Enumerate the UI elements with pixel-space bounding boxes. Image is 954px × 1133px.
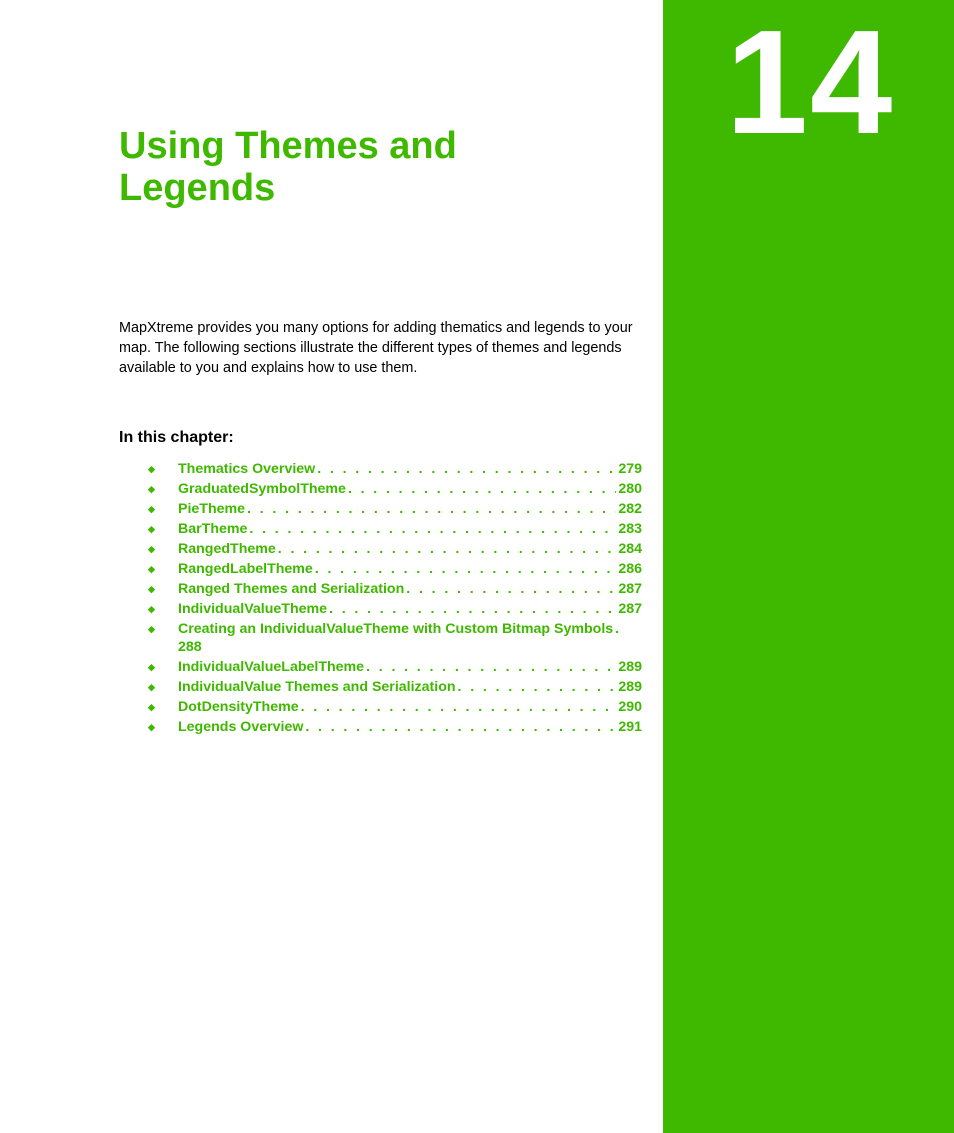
toc-item-title: Creating an IndividualValueTheme with Custom Bitmap Symbols [178,621,614,637]
toc-item-page: 282 [618,501,642,517]
toc-item-page: 280 [618,481,642,497]
toc-item[interactable] [148,678,642,696]
chapter-title-line-1: Using Themes and [119,125,457,167]
toc-dot-leader [278,540,617,558]
toc-item-title: RangedTheme [178,541,276,557]
toc-item-title: GraduatedSymbolTheme [178,481,346,497]
bullet-diamond-icon: ◆ [148,564,155,574]
toc-item-title: IndividualValueLabelTheme [178,659,365,675]
toc-item-title: PieTheme [178,501,246,517]
bullet-diamond-icon: ◆ [148,604,155,614]
toc-item-title: RangedLabelTheme [178,561,313,577]
toc-dot-leader [317,460,616,478]
bullet-diamond-icon: ◆ [148,464,155,474]
toc-item-title: IndividualValueTheme [178,601,328,617]
toc-item-title: Ranged Themes and Serialization [178,581,405,597]
toc-item[interactable] [148,600,642,618]
toc-item-page: 289 [618,679,642,695]
toc-list [148,460,642,738]
toc-dot-leader [458,678,617,696]
bullet-diamond-icon: ◆ [148,662,155,672]
bullet-diamond-icon: ◆ [148,524,155,534]
toc-item-page: 291 [618,719,642,735]
toc-item[interactable] [148,698,642,716]
toc-item-page: 290 [618,699,642,715]
chapter-side-band [663,0,954,1133]
bullet-diamond-icon: ◆ [148,702,155,712]
chapter-title [119,125,639,209]
toc-item[interactable] [148,658,642,676]
bullet-diamond-icon: ◆ [148,504,155,514]
toc-dot-leader [249,520,616,538]
toc-item[interactable] [148,560,642,578]
toc-dot-leader [348,480,616,498]
toc-item-page: 279 [618,461,642,477]
toc-item-page: 284 [618,541,642,557]
toc-item[interactable] [148,520,642,538]
toc-item-page: 289 [618,659,642,675]
bullet-diamond-icon: ◆ [148,722,155,732]
toc-item-page: 287 [618,601,642,617]
bullet-diamond-icon: ◆ [148,584,155,594]
toc-item-title: Legends Overview [178,719,304,735]
toc-item-page: 288 [178,639,202,655]
toc-item[interactable] [148,718,642,736]
chapter-intro: MapXtreme provides you many options for adding thematics and legends to your map. The following sections illustrate the different types of themes and legends available to you and explains how to use them. [119,320,633,376]
chapter-number: 14 [725,0,895,165]
toc-dot-leader [247,500,616,518]
toc-item-page: 287 [618,581,642,597]
toc-item-page: 283 [618,521,642,537]
toc-item-page: 286 [618,561,642,577]
toc-dot-leader [315,560,617,578]
bullet-diamond-icon: ◆ [148,484,155,494]
bullet-diamond-icon: ◆ [148,682,155,692]
bullet-diamond-icon: ◆ [148,544,155,554]
chapter-title-line-2: Legends [119,167,276,209]
toc-item[interactable] [148,480,642,498]
toc-item-title: IndividualValue Themes and Serialization [178,679,456,695]
toc-item[interactable] [148,460,642,478]
toc-item[interactable] [148,620,642,656]
toc-dot-leader [305,718,616,736]
toc-dot-leader [301,698,617,716]
bullet-diamond-icon: ◆ [148,624,155,634]
toc-dot-leader [406,580,616,598]
toc-dot-leader [615,620,621,638]
toc-heading: In this chapter: [119,429,234,446]
toc-item[interactable] [148,500,642,518]
toc-item-title: DotDensityTheme [178,699,299,715]
toc-dot-leader [366,658,616,676]
toc-item-title: BarTheme [178,521,248,537]
toc-item[interactable] [148,540,642,558]
toc-item-title: Thematics Overview [178,461,316,477]
toc-item[interactable] [148,580,642,598]
toc-dot-leader [329,600,616,618]
